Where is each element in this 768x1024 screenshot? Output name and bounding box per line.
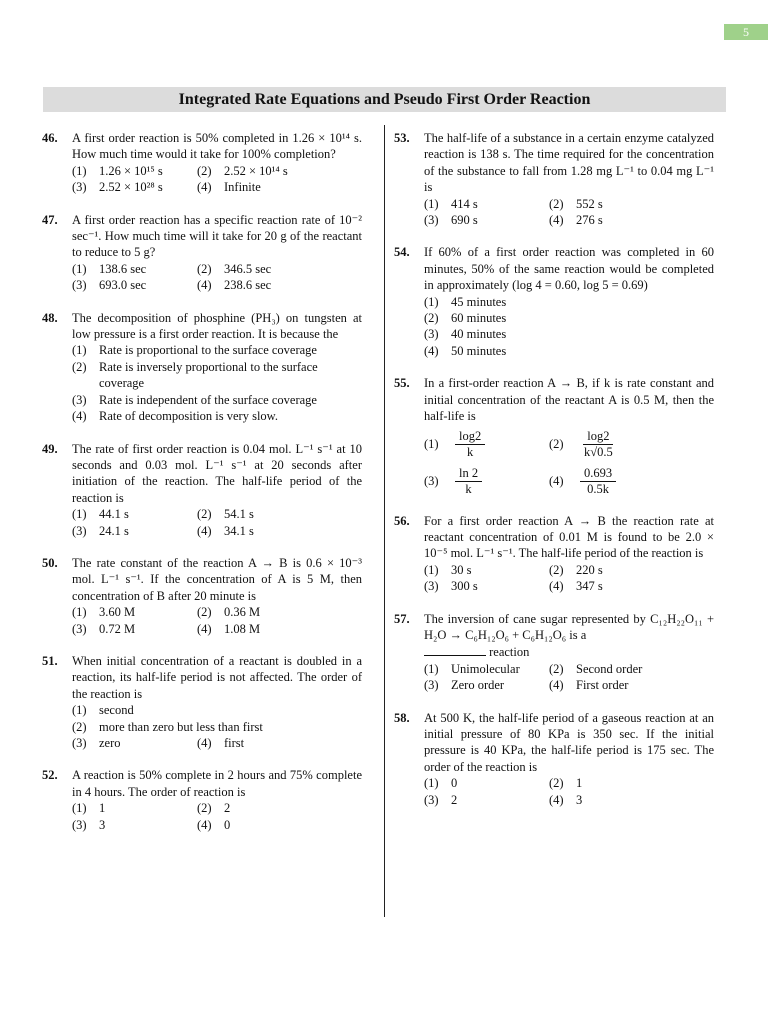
right-column	[394, 130, 714, 824]
option-text: 0.36 M	[224, 605, 261, 620]
options-grid	[72, 261, 362, 294]
option-text: 1.08 M	[224, 621, 261, 636]
question-stem-tail: reaction	[424, 643, 714, 660]
option-number: (2)	[549, 436, 564, 451]
answer-option	[549, 661, 714, 677]
option-number: (4)	[424, 343, 439, 358]
option-number: (3)	[72, 392, 87, 407]
option-number: (3)	[424, 579, 439, 594]
answer-option	[72, 342, 362, 358]
answer-option	[549, 677, 714, 693]
option-text: First order	[576, 678, 629, 693]
question-number: 52.	[42, 768, 58, 783]
option-number: (1)	[424, 562, 439, 577]
option-text: 3	[99, 817, 106, 832]
fraction	[580, 429, 617, 460]
option-text: Infinite	[224, 180, 261, 195]
options-grid	[424, 196, 714, 229]
answer-option	[72, 359, 362, 392]
fraction	[455, 466, 482, 497]
option-number: (4)	[549, 678, 564, 693]
answer-option	[197, 277, 362, 293]
question-item	[394, 611, 714, 694]
option-text: 0	[451, 776, 458, 791]
option-text: 690 s	[451, 213, 478, 228]
options-grid	[424, 661, 714, 694]
question-stem: When initial concentration of a reactant is doubled in a reaction, its half-life period is not affected. The order of the reaction is	[72, 653, 362, 701]
answer-option	[197, 261, 362, 277]
option-number: (3)	[72, 817, 87, 832]
option-number: (3)	[72, 621, 87, 636]
option-number: (4)	[197, 523, 212, 538]
answer-option	[424, 661, 549, 677]
option-text: 1.26 × 10¹⁵ s	[99, 163, 163, 178]
question-number: 51.	[42, 653, 58, 668]
question-stem: At 500 K, the half-life period of a gaseous reaction at an initial pressure of 80 KPa is 350 sec. If the initial pressure is 40 KPa, the half-life period is 175 sec. The order of the reaction is	[424, 710, 714, 774]
answer-option	[549, 466, 714, 497]
fraction	[580, 466, 616, 497]
option-number: (3)	[72, 736, 87, 750]
option-text: 34.1 s	[224, 523, 254, 538]
option-text: zero	[99, 736, 121, 750]
option-number: (2)	[424, 311, 439, 326]
options-grid	[424, 294, 714, 360]
options-grid	[424, 562, 714, 595]
option-number: (3)	[424, 327, 439, 342]
option-text: more than zero but less than first	[99, 719, 263, 734]
option-text: 1	[99, 801, 106, 816]
answer-option	[197, 735, 362, 751]
question-stem: The rate constant of the reaction A → B is 0.6 × 10⁻³ mol. L⁻¹ s⁻¹. If the concentration of A is 5 M, then concentration of B after 20 minute is	[72, 555, 362, 603]
option-number: (1)	[72, 163, 87, 178]
option-number: (3)	[424, 213, 439, 228]
answer-option	[549, 562, 714, 578]
answer-option	[72, 702, 362, 718]
option-text: 238.6 sec	[224, 278, 272, 293]
option-text: 347 s	[576, 579, 603, 594]
option-number: (2)	[549, 661, 564, 676]
option-number: (1)	[424, 196, 439, 211]
option-text: 276 s	[576, 213, 603, 228]
option-text: 2.52 × 10²⁸ s	[99, 180, 163, 195]
answer-option	[549, 775, 714, 791]
question-stem: A reaction is 50% complete in 2 hours and 75% complete in 4 hours. The order of reaction is	[72, 768, 362, 799]
question-number: 54.	[394, 245, 410, 260]
question-item	[42, 767, 362, 833]
answer-option	[424, 562, 549, 578]
option-number: (4)	[197, 736, 212, 750]
option-number: (2)	[197, 605, 212, 620]
question-item	[394, 513, 714, 595]
question-stem: If 60% of a first order reaction was completed in 60 minutes, 50% of the same reaction would be completed in approximately (log 4 = 0.60, log 5 = 0.69)	[424, 245, 714, 293]
answer-option	[424, 294, 714, 310]
question-number: 53.	[394, 131, 410, 145]
question-item	[42, 653, 362, 751]
options-grid	[72, 702, 362, 751]
question-stem: A first order reaction is 50% completed in 1.26 × 10¹⁴ s. How much time would it take for 100% completion?	[72, 131, 362, 162]
answer-option	[72, 621, 197, 637]
fraction-denominator: k	[466, 444, 474, 459]
answer-option	[72, 817, 197, 833]
option-text: 220 s	[576, 562, 603, 577]
option-number: (4)	[197, 817, 212, 832]
answer-option	[424, 326, 714, 342]
option-text: 3.60 M	[99, 605, 136, 620]
answer-option	[72, 604, 197, 620]
option-text: 45 minutes	[451, 294, 507, 309]
answer-option	[72, 179, 197, 195]
left-column	[42, 130, 362, 849]
question-number: 56.	[394, 513, 410, 528]
option-text: 346.5 sec	[224, 261, 272, 276]
question-stem: For a first order reaction A → B the reaction rate at reactant concentration of 0.01 M is found to be 2.0 × 10⁻⁵ mol. L⁻¹ s⁻¹. The half-life period of the reaction is	[424, 513, 714, 561]
option-number: (4)	[549, 213, 564, 228]
answer-option	[197, 163, 362, 179]
answer-option	[549, 578, 714, 594]
answer-option	[549, 212, 714, 228]
option-number: (2)	[197, 801, 212, 816]
answer-option	[72, 261, 197, 277]
section-title: Integrated Rate Equations and Pseudo First Order Reaction	[43, 87, 726, 112]
answer-option	[197, 817, 362, 833]
option-text: 138.6 sec	[99, 261, 147, 276]
answer-option	[549, 196, 714, 212]
options-grid	[72, 800, 362, 833]
option-number: (1)	[72, 507, 87, 522]
option-text: 2.52 × 10¹⁴ s	[224, 163, 288, 178]
answer-option	[197, 179, 362, 195]
question-stem: In a first-order reaction A → B, if k is rate constant and initial concentration of the reactant A is 0.5 M, then the half-life is	[424, 376, 714, 424]
option-number: (1)	[72, 801, 87, 816]
options-grid	[424, 429, 714, 497]
page-number: 5	[724, 24, 768, 40]
question-item	[42, 310, 362, 425]
answer-option	[72, 163, 197, 179]
options-grid	[72, 604, 362, 637]
options-grid	[72, 342, 362, 424]
option-text: 2	[451, 792, 458, 807]
option-number: (4)	[549, 579, 564, 594]
answer-option	[197, 800, 362, 816]
option-text: 50 minutes	[451, 343, 507, 358]
option-text: Rate is proportional to the surface coverage	[99, 343, 317, 358]
fraction-denominator: 0.5k	[587, 481, 609, 496]
question-number: 49.	[42, 441, 58, 456]
answer-option	[197, 604, 362, 620]
option-number: (4)	[197, 180, 212, 195]
option-number: (3)	[424, 678, 439, 693]
question-item	[394, 244, 714, 359]
answer-option	[424, 310, 714, 326]
question-item	[42, 555, 362, 637]
option-number: (2)	[197, 261, 212, 276]
fraction-numerator: 0.693	[580, 466, 616, 482]
question-number: 58.	[394, 710, 410, 725]
option-text: 3	[576, 792, 583, 807]
answer-option	[197, 523, 362, 539]
question-item	[42, 441, 362, 539]
option-number: (2)	[72, 719, 87, 734]
option-number: (2)	[197, 507, 212, 522]
option-text: Rate is independent of the surface coverage	[99, 392, 317, 407]
option-text: 693.0 sec	[99, 278, 147, 293]
question-number: 57.	[394, 611, 410, 626]
answer-option	[549, 429, 714, 460]
option-text: 30 s	[451, 562, 472, 577]
option-number: (1)	[424, 661, 439, 676]
fraction-numerator: log2	[455, 429, 485, 445]
option-text: second	[99, 703, 134, 718]
options-grid	[72, 163, 362, 196]
option-number: (4)	[549, 792, 564, 807]
answer-option	[72, 735, 197, 751]
option-text: 44.1 s	[99, 507, 129, 522]
answer-option	[424, 466, 549, 497]
option-number: (3)	[72, 523, 87, 538]
answer-option	[424, 578, 549, 594]
question-number: 47.	[42, 212, 58, 227]
option-text: 1	[576, 776, 583, 791]
answer-option	[197, 621, 362, 637]
answer-option	[72, 392, 362, 408]
answer-option	[549, 792, 714, 808]
option-number: (3)	[72, 278, 87, 293]
options-grid	[72, 506, 362, 539]
question-stem: A first order reaction has a specific reaction rate of 10⁻² sec⁻¹. How much time will it take for 20 g of the reactant to reduce to 5 g?	[72, 212, 362, 260]
option-number: (1)	[72, 261, 87, 276]
fraction-denominator: k	[465, 481, 472, 496]
option-number: (1)	[72, 343, 87, 358]
answer-option	[72, 719, 362, 735]
fraction-numerator: log2	[583, 429, 613, 445]
option-text: Unimolecular	[451, 661, 520, 676]
option-text: 414 s	[451, 196, 478, 211]
question-number: 50.	[42, 555, 58, 570]
option-number: (3)	[424, 473, 439, 488]
question-item	[394, 375, 714, 496]
option-number: (3)	[424, 792, 439, 807]
option-number: (2)	[72, 359, 87, 374]
option-number: (1)	[424, 776, 439, 791]
answer-option	[72, 523, 197, 539]
option-text: 300 s	[451, 579, 478, 594]
option-text: 0	[224, 817, 231, 832]
option-number: (4)	[72, 409, 87, 424]
option-text: Rate is inversely proportional to the surface coverage	[99, 359, 318, 391]
fraction	[455, 429, 485, 460]
question-stem: The half-life of a substance in a certain enzyme catalyzed reaction is 138 s. The time required for the concentration of the substance to fall from 1.28 mg L⁻¹ to 0.04 mg L⁻¹ is	[424, 131, 714, 195]
option-text: first	[224, 736, 245, 750]
answer-option	[72, 408, 362, 424]
question-stem: The inversion of cane sugar represented by C₁₂H₂₂O₁₁ + H₂O → C₆H₁₂O₆ + C₆H₁₂O₆ is a	[424, 611, 714, 642]
option-number: (4)	[197, 278, 212, 293]
answer-option	[72, 800, 197, 816]
option-number: (2)	[549, 196, 564, 211]
fraction-numerator: ln 2	[455, 466, 482, 482]
option-text: 24.1 s	[99, 523, 129, 538]
answer-option	[197, 506, 362, 522]
answer-option	[424, 212, 549, 228]
option-number: (4)	[197, 621, 212, 636]
option-text: 54.1 s	[224, 507, 254, 522]
answer-option	[424, 775, 549, 791]
answer-option	[424, 792, 549, 808]
question-item	[42, 212, 362, 294]
question-item	[394, 710, 714, 808]
option-text: 2	[224, 801, 231, 816]
option-text: 552 s	[576, 196, 603, 211]
option-number: (3)	[72, 180, 87, 195]
option-number: (1)	[424, 294, 439, 309]
answer-option	[72, 277, 197, 293]
question-item	[394, 130, 714, 228]
fraction-denominator: k√0.5	[584, 444, 613, 459]
answer-option	[72, 506, 197, 522]
option-text: Zero order	[451, 678, 505, 693]
answer-blank	[424, 643, 486, 656]
option-number: (2)	[549, 776, 564, 791]
option-text: Rate of decomposition is very slow.	[99, 409, 279, 424]
option-text: 60 minutes	[451, 311, 507, 326]
question-number: 55.	[394, 376, 410, 391]
option-number: (1)	[424, 436, 439, 451]
option-number: (4)	[549, 473, 564, 488]
option-text: Second order	[576, 661, 643, 676]
option-number: (1)	[72, 605, 87, 620]
answer-option	[424, 343, 714, 359]
question-number: 46.	[42, 131, 58, 145]
answer-option	[424, 429, 549, 460]
answer-option	[424, 677, 549, 693]
option-text: 0.72 M	[99, 621, 136, 636]
option-number: (2)	[197, 163, 212, 178]
question-number: 48.	[42, 310, 58, 325]
question-item	[42, 130, 362, 196]
answer-option	[424, 196, 549, 212]
column-divider	[384, 125, 385, 917]
option-number: (1)	[72, 703, 87, 718]
question-stem: The rate of first order reaction is 0.04 mol. L⁻¹ s⁻¹ at 10 seconds and 0.03 mol. L⁻¹ s⁻¹ at 20 seconds after initiation of the reaction. The half-life period of the reaction is	[72, 441, 362, 505]
option-number: (2)	[549, 562, 564, 577]
options-grid	[424, 775, 714, 808]
question-stem: The decomposition of phosphine (PH₃) on tungsten at low pressure is a first order reaction. It is because the	[72, 310, 362, 342]
option-text: 40 minutes	[451, 327, 507, 342]
